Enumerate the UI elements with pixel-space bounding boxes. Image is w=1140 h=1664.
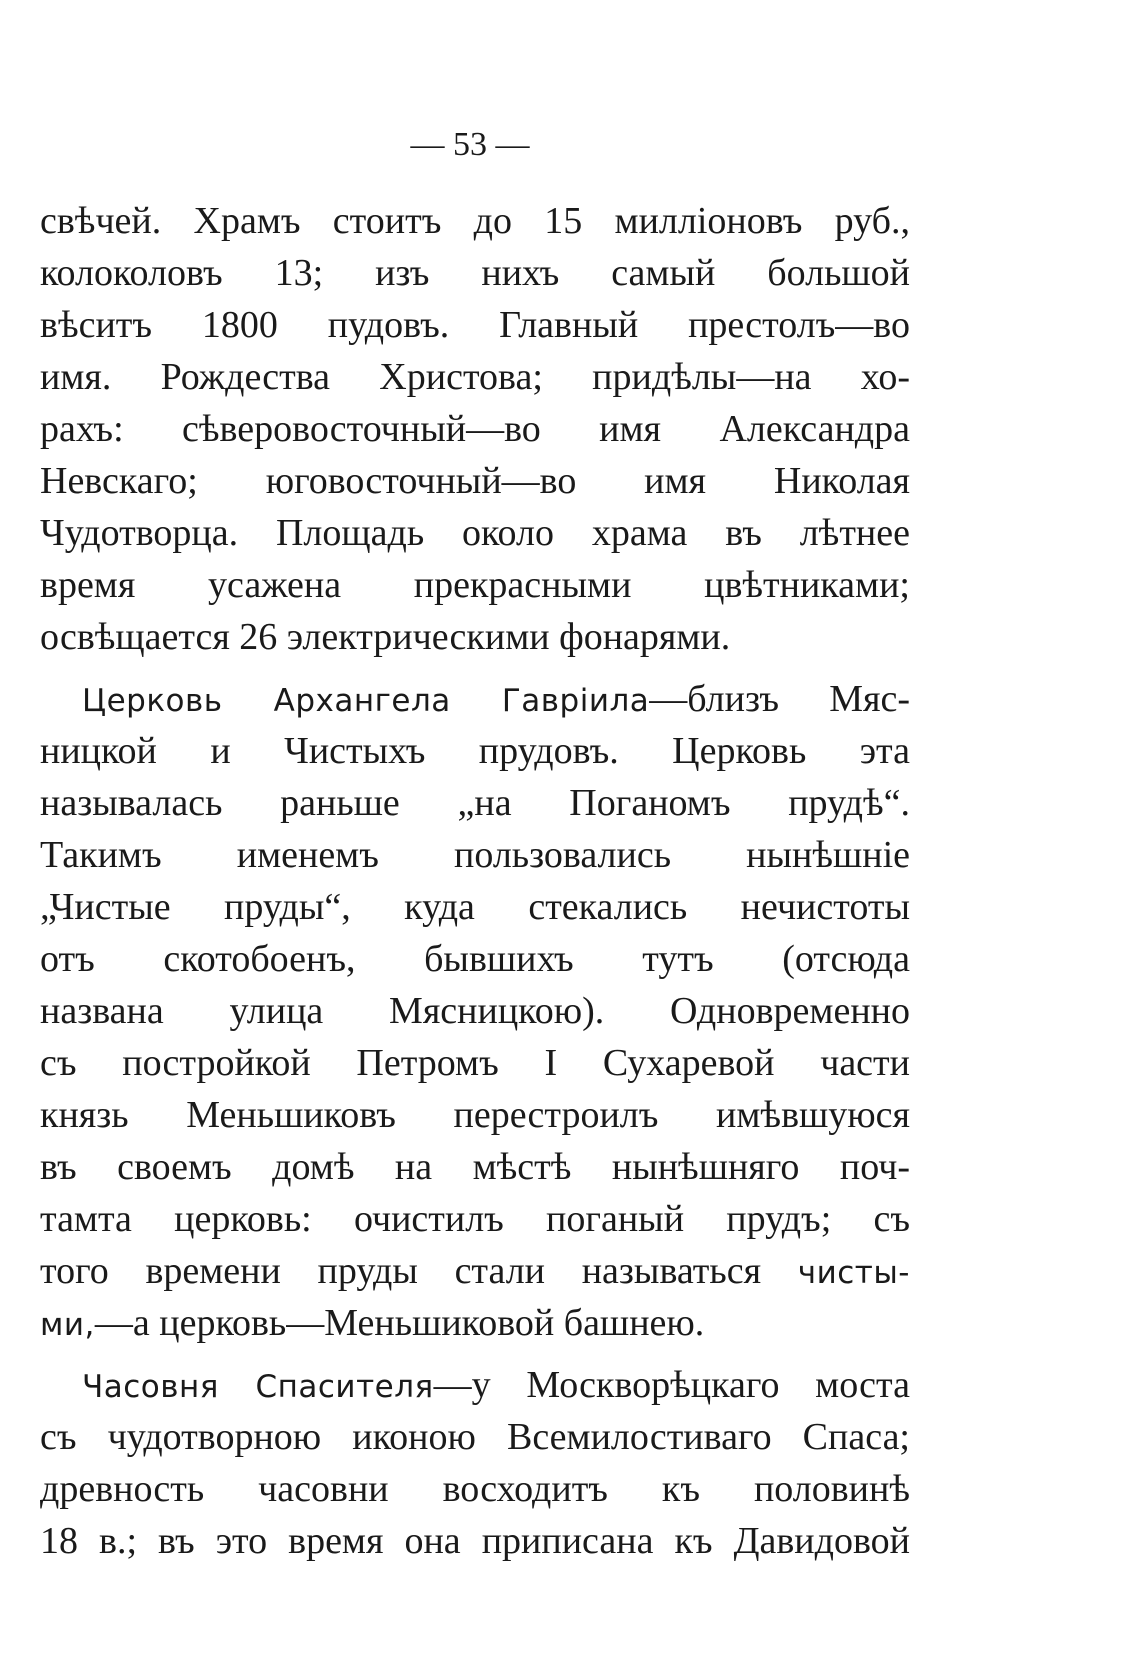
paragraph-3 bbox=[40, 1359, 910, 1567]
text-line: съ постройкой Петромъ I Сухаревой части bbox=[40, 1042, 910, 1084]
text-line: съ чудотворною иконою Всемилостиваго Спаса; bbox=[40, 1416, 910, 1458]
text-line: освѣщается 26 электрическими фонарями. bbox=[40, 616, 731, 658]
text-line: колоколовъ 13; изъ нихъ самый большой bbox=[40, 252, 910, 294]
text-line: отъ скотобоенъ, бывшихъ тутъ (отсюда bbox=[40, 938, 910, 980]
text-line: время усажена прекрасными цвѣтниками; bbox=[40, 564, 910, 606]
text-line: тамта церковь: очистилъ поганый прудъ; съ bbox=[40, 1198, 910, 1240]
text-line bbox=[40, 1297, 910, 1349]
section-heading: Церковь Архангела Гавріила bbox=[82, 683, 650, 719]
text-fragment: —а церковь—Меньшиковой башнею. bbox=[94, 1302, 705, 1344]
text-line: вѣситъ 1800 пудовъ. Главный престолъ—во bbox=[40, 304, 910, 346]
text-line: ницкой и Чистыхъ прудовъ. Церковь эта bbox=[40, 730, 910, 772]
text-line: названа улица Мясницкою). Одновременно bbox=[40, 990, 910, 1032]
emphasis-word: чисты- bbox=[797, 1255, 910, 1291]
text-line: Чудотворца. Площадь около храма въ лѣтнее bbox=[40, 512, 910, 554]
page bbox=[40, 125, 910, 1577]
text-line: въ своемъ домѣ на мѣстѣ нынѣшняго поч- bbox=[40, 1146, 910, 1188]
text-line: свѣчей. Храмъ стоитъ до 15 милліоновъ руб., bbox=[40, 200, 910, 242]
text-line: князь Меньшиковъ перестроилъ имѣвшуюся bbox=[40, 1094, 910, 1136]
text-line-with-heading bbox=[40, 673, 910, 725]
text-fragment: —близъ Мяс- bbox=[649, 678, 911, 720]
paragraph-1 bbox=[40, 195, 910, 663]
paragraph-2 bbox=[40, 673, 910, 1349]
text-line: Такимъ именемъ пользовались нынѣшніе bbox=[40, 834, 910, 876]
text-line: имя. Рождества Христова; придѣлы—на хо- bbox=[40, 356, 910, 398]
text-line bbox=[40, 1245, 910, 1297]
page-number: — 53 — bbox=[410, 126, 530, 163]
text-fragment: —у Москворѣцкаго моста bbox=[433, 1364, 910, 1406]
text-line: 18 в.; въ это время она приписана къ Давидовой bbox=[40, 1520, 910, 1562]
text-line: Невскаго; юговосточный—во имя Николая bbox=[40, 460, 910, 502]
text-line: древность часовни восходитъ къ половинѣ bbox=[40, 1468, 910, 1510]
text-line: рахъ: сѣверовосточный—во имя Александра bbox=[40, 408, 910, 450]
section-heading: Часовня Спасителя bbox=[82, 1369, 434, 1405]
text-line: называлась раньше „на Поганомъ прудѣ“. bbox=[40, 782, 910, 824]
text-line: „Чистые пруды“, куда стекались нечистоты bbox=[40, 886, 910, 928]
text-line-with-heading bbox=[40, 1359, 910, 1411]
emphasis-word: ми, bbox=[40, 1307, 95, 1343]
text-fragment: того времени пруды стали называться bbox=[40, 1250, 798, 1292]
